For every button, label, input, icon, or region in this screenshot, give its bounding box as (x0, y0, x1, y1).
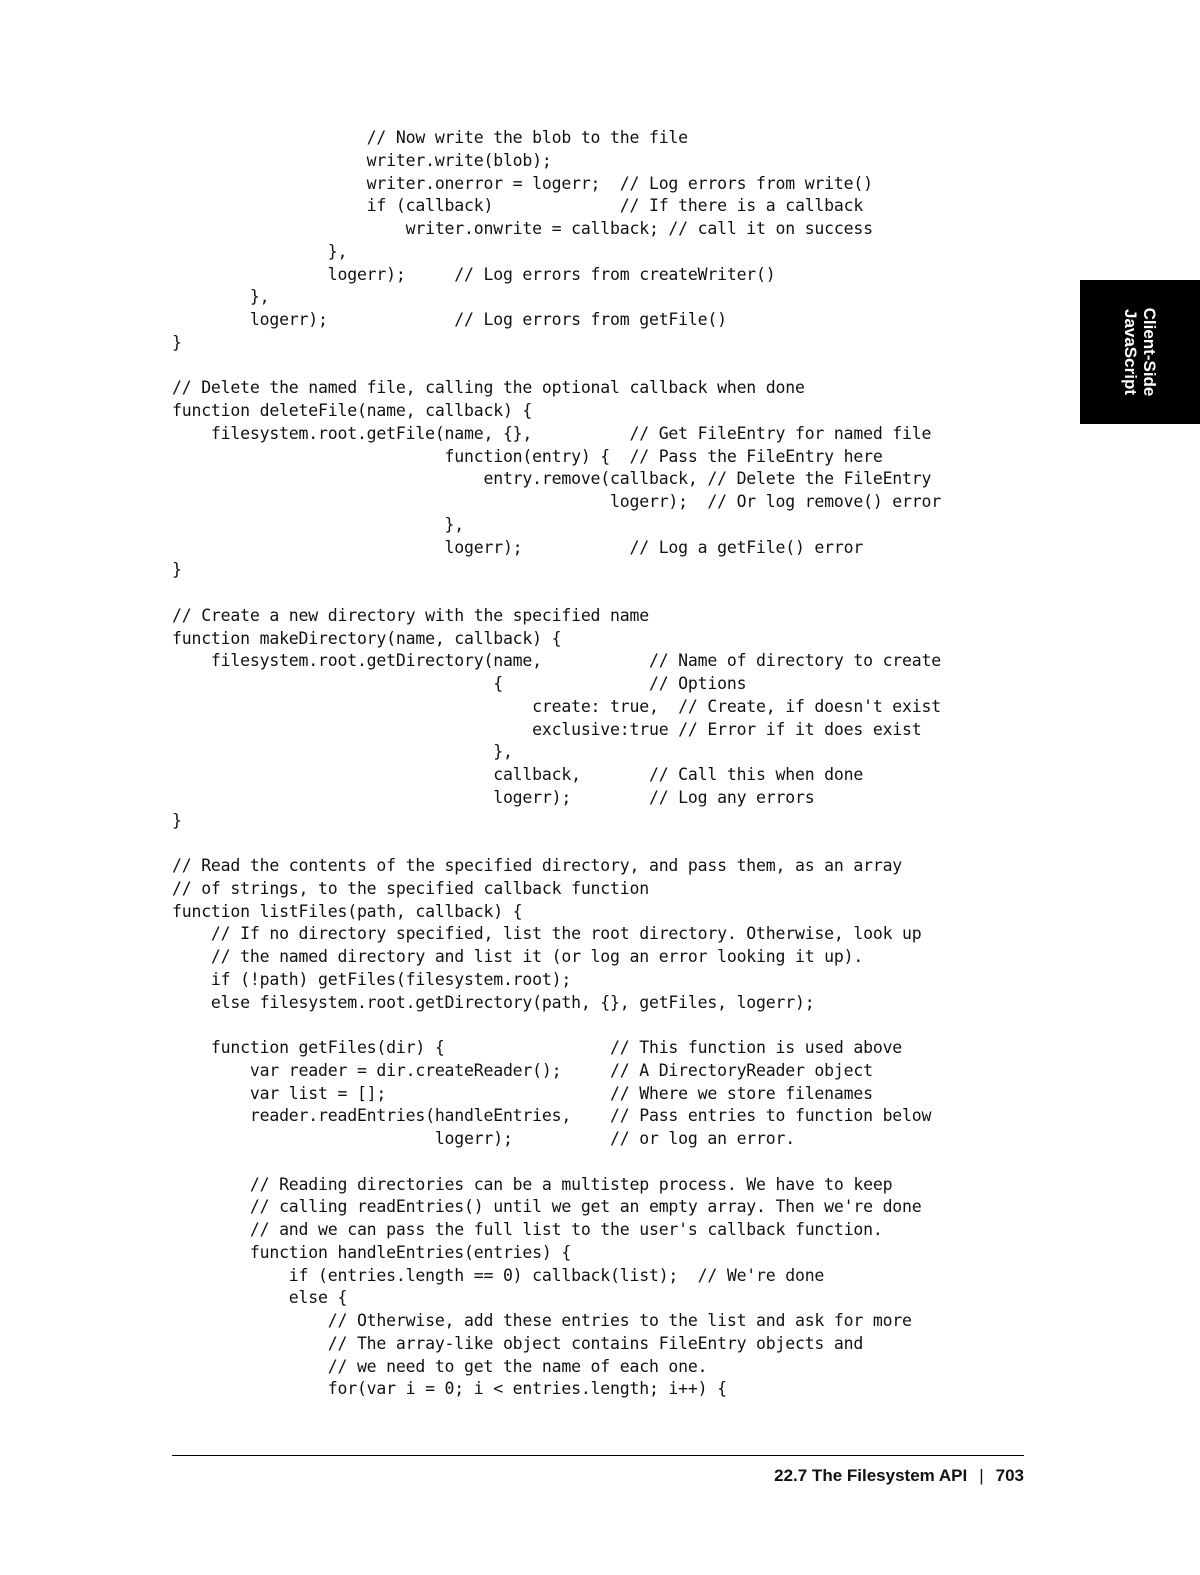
code-line: // the named directory and list it (or log an error looking it up). (172, 947, 864, 966)
code-line: // The array-like object contains FileEntry objects and (172, 1333, 864, 1353)
code-line (172, 582, 952, 605)
code-line: create: true, // Create, if doesn't exist (172, 696, 941, 716)
code-line: reader.readEntries(handleEntries, // Pass entries to function below (172, 1106, 932, 1126)
code-line: function(entry) { // Pass the FileEntry here (172, 446, 883, 466)
code-line: entry.remove(callback, // Delete the FileEntry (172, 469, 932, 489)
side-tab-label (1121, 308, 1159, 397)
code-line: else { (172, 1288, 348, 1308)
code-line: function deleteFile(name, callback) { (172, 401, 533, 420)
code-line: } (172, 560, 182, 580)
code-line: // Reading directories can be a multistep process. We have to keep (172, 1174, 893, 1194)
code-line: } (172, 810, 182, 830)
code-line: // Otherwise, add these entries to the list and ask for more (172, 1311, 912, 1330)
code-line: }, (172, 287, 270, 307)
code-line: logerr); // Log errors from getFile() (172, 310, 727, 329)
code-line: writer.onwrite = callback; // call it on success (172, 219, 873, 238)
code-line: filesystem.root.getFile(name, {}, // Get FileEntry for named file (172, 423, 932, 443)
code-line: // and we can pass the full list to the user's callback function. (172, 1220, 883, 1239)
code-line: // Delete the named file, calling the optional callback when done (172, 378, 805, 398)
code-line (172, 1151, 952, 1174)
side-tab-line-1: Client-Side (1140, 307, 1159, 397)
code-line: logerr); // Log errors from createWriter() (172, 264, 776, 284)
code-line: if (callback) // If there is a callback (172, 196, 864, 216)
code-line: else filesystem.root.getDirectory(path, {}, getFiles, logerr); (172, 992, 815, 1012)
chapter-side-tab (1080, 280, 1200, 424)
code-line: callback, // Call this when done (172, 765, 864, 784)
code-line: filesystem.root.getDirectory(name, // Name of directory to create (172, 651, 941, 671)
code-line (172, 1014, 952, 1037)
code-line: }, (172, 241, 348, 261)
code-line: // Now write the blob to the file (172, 128, 688, 147)
code-line: logerr); // Log any errors (172, 787, 815, 807)
code-line: { // Options (172, 674, 747, 693)
code-line: if (!path) getFiles(filesystem.root); (172, 969, 572, 989)
page-number: 703 (995, 1466, 1024, 1485)
code-line: exclusive:true // Error if it does exist (172, 719, 922, 739)
code-line: // If no directory specified, list the root directory. Otherwise, look up (172, 924, 922, 944)
page-footer (774, 1464, 1024, 1488)
code-line: if (entries.length == 0) callback(list); // We're done (172, 1265, 825, 1285)
code-line: // calling readEntries() until we get an empty array. Then we're done (172, 1197, 922, 1217)
code-line: function handleEntries(entries) { (172, 1242, 572, 1262)
code-line: // we need to get the name of each one. (172, 1356, 708, 1376)
code-line (172, 355, 952, 378)
code-line: var list = []; // Where we store filenames (172, 1083, 873, 1103)
code-line: // of strings, to the specified callback function (172, 878, 649, 898)
code-line: function getFiles(dir) { // This function is used above (172, 1038, 903, 1057)
code-line: function makeDirectory(name, callback) { (172, 628, 562, 648)
footer-rule (172, 1455, 1024, 1456)
code-line: function listFiles(path, callback) { (172, 901, 523, 921)
code-line: logerr); // or log an error. (172, 1129, 795, 1148)
code-listing (172, 127, 952, 1401)
footer-section-title: 22.7 The Filesystem API (774, 1466, 968, 1485)
footer-separator: | (979, 1466, 984, 1485)
code-line: logerr); // Or log remove() error (172, 492, 941, 511)
code-line: writer.onerror = logerr; // Log errors from write() (172, 173, 873, 193)
code-line: var reader = dir.createReader(); // A DirectoryReader object (172, 1060, 873, 1080)
code-line: } (172, 332, 182, 352)
code-line: }, (172, 514, 465, 534)
code-line: for(var i = 0; i < entries.length; i++) { (172, 1379, 727, 1399)
code-line: }, (172, 742, 513, 762)
code-line: // Read the contents of the specified directory, and pass them, as an array (172, 856, 903, 875)
side-tab-line-2: JavaScript (1121, 308, 1140, 395)
code-line: writer.write(blob); (172, 150, 552, 170)
code-line: logerr); // Log a getFile() error (172, 537, 864, 557)
code-line: // Create a new directory with the specified name (172, 605, 649, 625)
code-line (172, 832, 952, 855)
